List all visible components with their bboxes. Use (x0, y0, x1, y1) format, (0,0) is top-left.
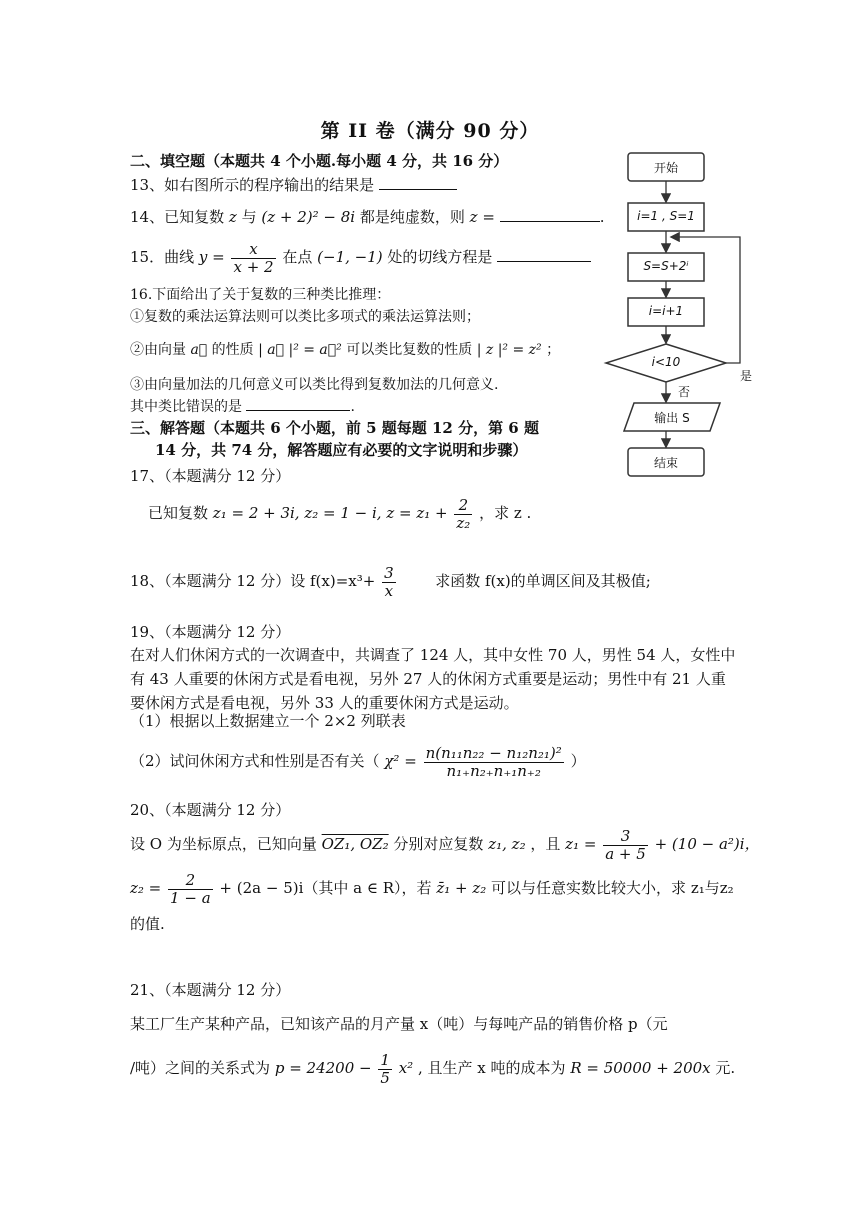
q19-fraction (424, 745, 564, 780)
q16-end-text: 其中类比错误的是 (130, 399, 242, 415)
q14-blank (500, 207, 600, 222)
q20-l2num: 2 (168, 872, 213, 890)
section3-heading-1: 三、解答题（本题共 6 个小题，前 5 题每题 12 分，第 6 题 (130, 419, 539, 437)
question-14: 14、已知复数 z 与 (z + 2)² − 8i 都是纯虚数，则 z = . (130, 208, 605, 226)
q20-l1z: z₁, z₂ (488, 835, 526, 853)
q19-body: 在对人们休闲方式的一次调查中，共调查了 124 人，其中女性 70 人，男性 54 人，女性中有 43 人重要的休闲方式是看电视，另外 27 人的休闲方式重要是运动；男性中有 21 人重要休闲方式是看电视，另外 33 人的重要休闲方式是运动。 (130, 646, 736, 712)
q21-line-2 (130, 1048, 735, 1088)
q20-l2eq: z₂ = (130, 879, 162, 897)
q18 (130, 563, 651, 600)
q13-text: 13、如右图所示的程序输出的结果是 (130, 176, 375, 194)
q16-2d: ； (546, 342, 561, 358)
q14-z: z (228, 208, 237, 226)
q16-item-3: ③由向量加法的几何意义可以类比得到复数加法的几何意义. (130, 377, 499, 393)
q18-fraction (382, 565, 396, 600)
flow-start-label: 开始 (653, 161, 678, 175)
flow-condition-label: i<10 (651, 355, 681, 369)
q21-num: 1 (380, 1050, 390, 1069)
q21-head: 21、（本题满分 12 分） (130, 981, 291, 999)
q15-fraction (231, 241, 275, 276)
q15-post: 处的切线方程是 (387, 248, 493, 266)
q14-post: 都是纯虚数，则 (359, 208, 465, 226)
flow-assign-label: S=S+2ⁱ (643, 259, 689, 273)
q19-head: 19、（本题满分 12 分） (130, 623, 291, 641)
q16-ending: 其中类比错误的是 . (130, 396, 355, 417)
section2-heading: 二、填空题（本题共 4 个小题.每小题 4 分，共 16 分） (130, 152, 509, 170)
q13-blank (379, 175, 457, 190)
flow-yes-label: 是 (739, 369, 752, 383)
flow-no-label: 否 (677, 385, 690, 399)
q16-2a: ②由向量 (130, 342, 186, 358)
q19-part-1: （1）根据以上数据建立一个 2×2 列联表 (130, 712, 406, 730)
q14-mid: 与 (241, 208, 257, 226)
q19-num: n(n₁₁n₂₂ − n₁₂n₂₁)² (425, 743, 562, 762)
q19-part-2 (130, 743, 586, 780)
q16-2b: 的性质 (211, 342, 254, 358)
q17-pre: 已知复数 (148, 504, 209, 522)
q21-den: 5 (380, 1068, 390, 1087)
q20-l1-fraction (603, 828, 648, 863)
q16-2eq2: | z |² = z² (476, 342, 542, 358)
question-13 (130, 175, 457, 195)
page-title: 第 II 卷（满分 90 分） (320, 120, 540, 142)
q20-l1eq: z₁ = (565, 835, 597, 853)
q17-fraction (454, 497, 472, 532)
flow-end-label: 结束 (653, 456, 678, 470)
q17-post: ，求 z . (479, 504, 532, 522)
q16-item-2 (130, 340, 560, 360)
q21-l2end: 元. (715, 1059, 736, 1077)
q16-blank (246, 396, 350, 411)
q20-l2-fraction (168, 872, 213, 907)
q16-2vec: a⃗ (190, 342, 208, 358)
q21-cost: R = 50000 + 200x (570, 1059, 711, 1077)
q15-pre: 15．曲线 (130, 248, 195, 266)
flow-output-label: 输出 S (654, 411, 690, 425)
q17-den: z₂ (456, 513, 471, 532)
q20-l2den: 1 − a (170, 888, 211, 907)
q20-l1mid: 分别对应复数 (393, 835, 484, 853)
q17-expr: z₁ = 2 + 3i, z₂ = 1 − i, z = z₁ + (212, 504, 448, 522)
q18-num: 3 (384, 563, 394, 582)
q16-2c: 可以类比复数的性质 (346, 342, 473, 358)
section3-heading-2: 14 分，共 74 分，解答题应有必要的文字说明和步骤） (155, 441, 528, 459)
q14-expr: (z + 2)² − 8i (261, 208, 356, 226)
q21-l2pre: /吨）之间的关系式为 (130, 1059, 271, 1077)
flow-init-label: i=1 , S=1 (637, 209, 695, 223)
q15-den: x + 2 (233, 257, 274, 276)
q17-head: 17、（本题满分 12 分） (130, 467, 291, 485)
q14-end: z = (469, 208, 495, 226)
q15-mid: 在点 (282, 248, 313, 266)
q19-den: n₁₊n₂₊n₊₁n₊₂ (446, 761, 541, 780)
flow-increment-label: i=i+1 (648, 304, 684, 318)
q20-head: 20、（本题满分 12 分） (130, 801, 291, 819)
q20-line-2 (130, 870, 734, 907)
q21-x2: x² (398, 1059, 414, 1077)
q20-l1pre: 设 O 为坐标原点，已知向量 (130, 835, 317, 853)
q20-l1den: a + 5 (605, 844, 646, 863)
q20-l1tail: + (10 − a²)i， (654, 835, 760, 853)
q20-l2cond: z̄₁ + z₂ (436, 879, 487, 897)
q19-chi: χ² = (384, 752, 417, 770)
q18-pre: 18、（本题满分 12 分）设 f(x)=x³+ (130, 572, 376, 590)
flowchart (600, 145, 770, 485)
q21-l2mid: , 且生产 x 吨的成本为 (417, 1059, 566, 1077)
q18-post: 求函数 f(x)的单调区间及其极值; (435, 572, 651, 590)
q16-2eq1: | a⃗ |² = a⃗² (258, 342, 342, 358)
q21-fraction (378, 1052, 392, 1087)
q21-l2eq: p = 24200 − (274, 1059, 372, 1077)
q21-line-1: 某工厂生产某种产品，已知该产品的月产量 x（吨）与每吨产品的销售价格 p（元 (130, 1015, 668, 1033)
q20-line-1 (130, 826, 760, 863)
q15-blank (497, 247, 591, 262)
q20-l1num: 3 (603, 828, 648, 846)
question-15 (130, 240, 591, 276)
q20-line-3: 的值. (130, 915, 165, 933)
q17-body (148, 495, 531, 532)
q15-point: (−1, −1) (317, 248, 383, 266)
q19-2post: ） (570, 752, 586, 770)
q20-l2end: 可以与任意实数比较大小，求 z₁与z₂ (491, 879, 734, 897)
q14-pre: 14、已知复数 (130, 208, 225, 226)
q17-num: 2 (454, 497, 472, 515)
q19-2pre: （2）试问休闲方式和性别是否有关（ (130, 752, 380, 770)
q20-l2tail: + (2a − 5)i（其中 a ∈ R），若 (219, 879, 432, 897)
q15-num: x (231, 241, 275, 259)
q16-item-1: ①复数的乘法运算法则可以类比多项式的乘法运算法则； (130, 309, 480, 325)
q15-y: y = (198, 248, 225, 266)
q16-intro: 16.下面给出了关于复数的三种类比推理： (130, 287, 391, 303)
q18-den: x (384, 581, 394, 600)
q20-vectors: OZ₁, OZ₂ (321, 835, 389, 853)
q20-l1and: ，且 (530, 835, 561, 853)
